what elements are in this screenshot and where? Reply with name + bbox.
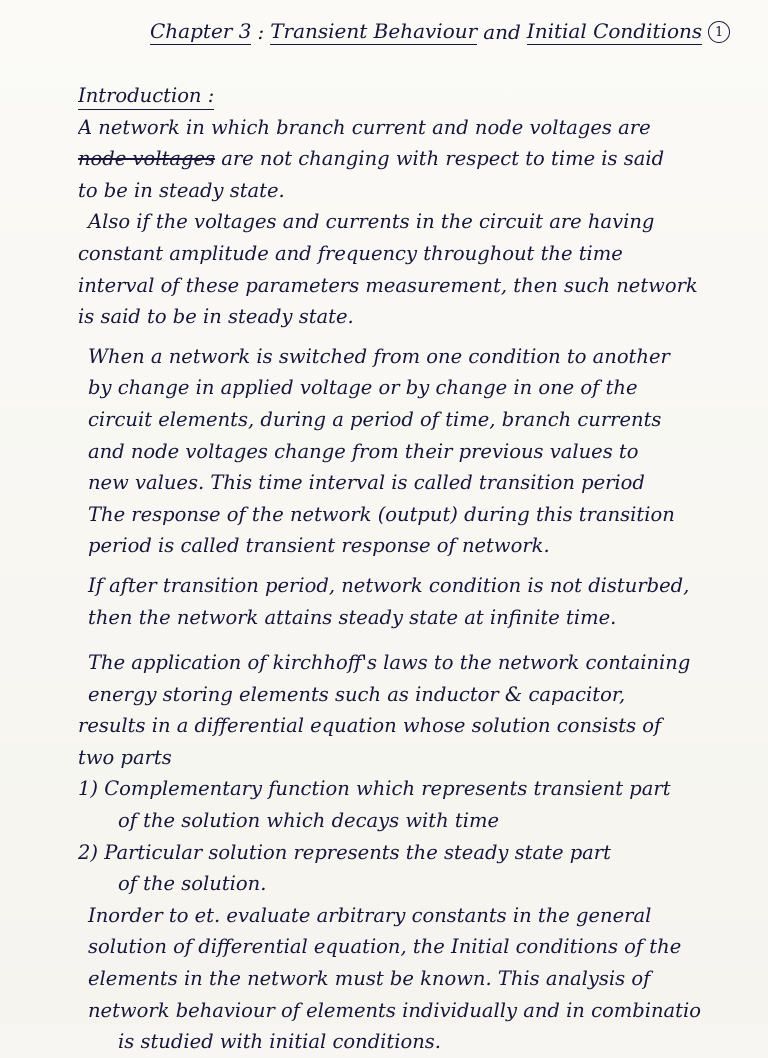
para3-line-2: then the network attains steady state at infinite time. [88,605,617,629]
para4-line-1: The application of kirchhoff's laws to the network containing [88,651,691,675]
para1-line-2: constant amplitude and frequency throughout the time [78,241,623,265]
para2-line-3: circuit elements, during a period of time, branch currents [88,407,662,431]
para2-line-7: period is called transient response of network. [88,534,550,558]
list-item-2-cont: of the solution. [118,872,267,896]
spacer [78,562,748,570]
para4-line-3: results in a differential equation whose solution consists of [78,714,662,738]
para2-line-2: by change in applied voltage or by change in one of the [88,376,638,400]
para1-line-3: interval of these parameters measurement, then such network [78,273,698,297]
para5-line-1: Inorder to et. evaluate arbitrary constants in the general [88,903,652,927]
intro-line-3: to be in steady state. [78,178,285,202]
para5-line-3: elements in the network must be known. This analysis of [88,967,651,991]
header-separator: : [257,20,265,44]
list-item-2: 2) Particular solution represents the steady state part [78,840,611,864]
spacer [78,633,748,647]
list-item-1: 1) Complementary function which represents transient part [78,777,671,801]
intro-line-2-text: are not changing with respect to time is said [215,147,665,171]
chapter-title-part1: Transient Behaviour [270,19,478,43]
introduction-heading-line [78,80,748,112]
chapter-label: Chapter 3 [150,19,252,43]
para2-line-1: When a network is switched from one condition to another [88,344,670,368]
para5-line-4: network behaviour of elements individually and in combinatio [88,998,701,1022]
introduction-heading: Introduction : [78,83,214,110]
para1-line-1: Also if the voltages and currents in the circuit are having [88,210,655,234]
para2-line-6: The response of the network (output) during this transition [88,502,675,526]
page-content [78,80,748,1058]
para4-line-2: energy storing elements such as inductor & capacitor, [88,682,626,706]
chapter-title-and: and [483,20,521,44]
para2-line-4: and node voltages change from their previous values to [88,439,639,463]
intro-line-1: A network in which branch current and node voltages are [78,115,651,139]
chapter-header [150,14,750,50]
para5-line-2: solution of differential equation, the Initial conditions of the [88,935,682,959]
para5-line-5: is studied with initial conditions. [118,1030,441,1054]
intro-line-2 [78,143,748,175]
struck-text: node voltages [78,147,216,171]
chapter-title-part2: Initial Conditions [526,19,703,43]
para1-line-4: is said to be in steady state. [78,305,354,329]
spacer [78,333,748,341]
page-number: 1 [708,21,730,43]
para2-line-5: new values. This time interval is called transition period [88,471,645,495]
para3-line-1: If after transition period, network condition is not disturbed, [88,573,690,597]
para4-line-4: two parts [78,745,172,769]
list-item-1-cont: of the solution which decays with time [118,809,499,833]
